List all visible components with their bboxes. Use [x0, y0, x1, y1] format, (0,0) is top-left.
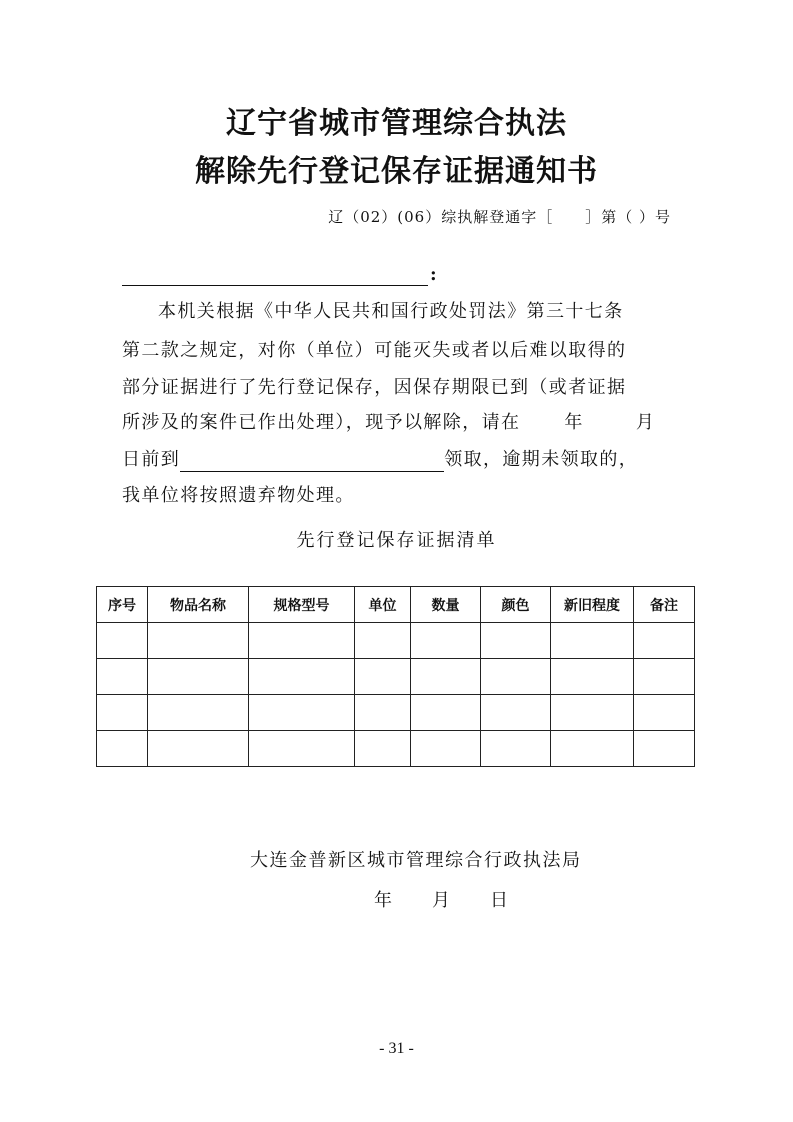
evidence-table-header-row [97, 587, 695, 623]
table-cell [148, 623, 249, 659]
table-cell [634, 695, 695, 731]
page-number: - 31 - [379, 1040, 414, 1057]
table-cell [355, 659, 411, 695]
table-cell [249, 731, 355, 767]
table-cell [634, 731, 695, 767]
addressee-field [122, 262, 437, 286]
addressee-colon: : [430, 264, 437, 285]
body-year-label: 年 [564, 412, 584, 433]
table-cell [481, 731, 551, 767]
evidence-list-title: 先行登记保存证据清单 [296, 530, 497, 551]
column-header-quantity: 数量 [411, 587, 481, 623]
body-line-6: 我单位将按照遗弃物处理。 [122, 485, 355, 506]
evidence-table [96, 586, 695, 767]
table-cell [97, 659, 148, 695]
body-line-4-text: 所涉及的案件已作出处理），现予以解除，请在 [122, 412, 521, 433]
column-header-unit: 单位 [355, 587, 411, 623]
table-cell [634, 659, 695, 695]
document-number: 辽（02）(06）综执解登通字［ ］第（ ）号 [328, 208, 671, 226]
table-cell [148, 695, 249, 731]
issuing-authority: 大连金普新区城市管理综合行政执法局 [250, 850, 582, 871]
issue-date [374, 886, 508, 912]
issue-date-month: 月 [432, 890, 450, 911]
column-header-item-name: 物品名称 [148, 587, 249, 623]
body-line-5-prefix: 日前到 [122, 449, 181, 470]
body-month-label: 月 [635, 412, 656, 433]
table-cell [148, 659, 249, 695]
table-row [97, 659, 695, 695]
document-title-line1: 辽宁省城市管理综合执法 [226, 106, 567, 141]
issue-date-day: 日 [490, 890, 508, 911]
table-cell [481, 659, 551, 695]
table-cell [97, 623, 148, 659]
table-cell [148, 731, 249, 767]
table-cell [355, 623, 411, 659]
body-line-5-suffix: 领取，逾期未领取的， [444, 449, 639, 470]
table-cell [355, 695, 411, 731]
addressee-blank-line [122, 263, 428, 286]
body-line-5 [122, 448, 682, 472]
column-header-color: 颜色 [481, 587, 551, 623]
table-cell [411, 623, 481, 659]
body-line-1: 本机关根据《中华人民共和国行政处罚法》第三十七条 [158, 301, 624, 322]
table-cell [411, 695, 481, 731]
body-line-3: 部分证据进行了先行登记保存，因保存期限已到（或者证据 [122, 377, 627, 398]
table-cell [249, 623, 355, 659]
table-cell [481, 623, 551, 659]
table-cell [481, 695, 551, 731]
table-cell [97, 731, 148, 767]
body-line-2: 第二款之规定，对你（单位）可能灭失或者以后难以取得的 [122, 340, 627, 361]
table-cell [411, 659, 481, 695]
column-header-serial: 序号 [97, 587, 148, 623]
document-title-line2: 解除先行登记保存证据通知书 [195, 154, 598, 189]
table-cell [355, 731, 411, 767]
column-header-condition: 新旧程度 [551, 587, 634, 623]
body-line-4 [122, 411, 682, 435]
table-cell [551, 659, 634, 695]
table-cell [249, 695, 355, 731]
table-cell [551, 731, 634, 767]
table-row [97, 695, 695, 731]
table-cell [551, 623, 634, 659]
table-cell [634, 623, 695, 659]
table-row [97, 623, 695, 659]
table-row [97, 731, 695, 767]
table-cell [411, 731, 481, 767]
issue-date-year: 年 [374, 890, 392, 911]
column-header-remarks: 备注 [634, 587, 695, 623]
table-cell [249, 659, 355, 695]
pickup-location-blank [180, 451, 444, 472]
table-cell [97, 695, 148, 731]
column-header-spec-model: 规格型号 [249, 587, 355, 623]
table-cell [551, 695, 634, 731]
